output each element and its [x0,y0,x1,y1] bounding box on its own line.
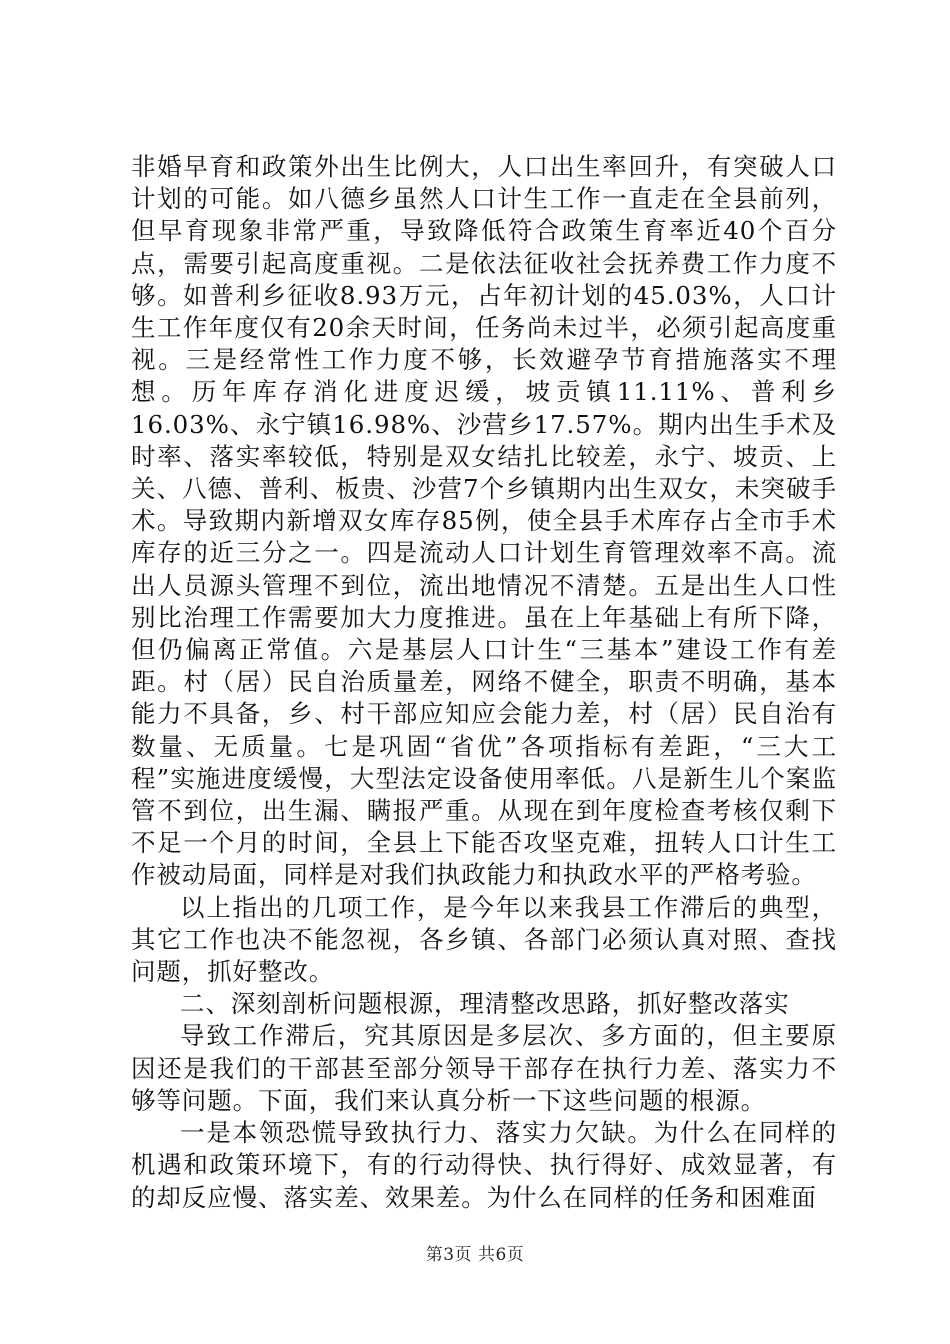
section-heading: 二、深刻剖析问题根源，理清整改思路，抓好整改落实 [180,989,790,1019]
page-footer: 第3页 共6页 [425,1245,525,1265]
paragraph-summary: 以上指出的几项工作，是今年以来我县工作滞后的典型，其它工作也决不能忽视，各乡镇、各部门必须认真对照、查找问题，抓好整改。 [131,892,837,987]
paragraph-point-one: 一是本领恐慌导致执行力、落实力欠缺。为什么在同样的机遇和政策环境下，有的行动得快、执行得好、成效显著，有的却反应慢、落实差、效果差。为什么在同样的任务和困难面 [131,1118,837,1212]
paragraph-continuation: 非婚早育和政策外出生比例大，人口出生率回升，有突破人口计划的可能。如八德乡虽然人口计生工作一直走在全县前列，但早育现象非常严重，导致降低符合政策生育率近40个百分点，需要引起高度重视。二是依法征收社会抚养费工作力度不够。如普利乡征收8.93万元，占年初计划的45.03%，人口计生工作年度仅有20余天时间，任务尚未过半，必须引起高度重视。三是经常性工作力度不够，长效避孕节育措施落实不理想。历年库存消化进度迟缓，坡贡镇11.11%、普利乡16.03%、永宁镇16.98%、沙营乡17.57%。期内出生手术及时率、落实率较低，特别是双女结扎比较差，永宁、坡贡、上关、八德、普利、板贵、沙营7个乡镇期内出生双女，未突破手术。导致期内新增双女库存85例，使全县手术库存占全市手术库存的近三分之一。四是流动人口计划生育管理效率不高。流出人员源头管理不到位，流出地情况不清楚。五是出生人口性别比治理工作需要加大力度推进。虽在上年基础上有所下降，但仍偏离正常值。六是基层人口计生“三基本”建设工作有差距。村（居）民自治质量差，网络不健全，职责不明确，基本能力不具备，乡、村干部应知应会能力差，村（居）民自治有数量、无质量。七是巩固“省优”各项指标有差距，“三大工程”实施进度缓慢，大型法定设备使用率低。八是新生儿个案监管不到位，出生漏、瞒报严重。从现在到年度检查考核仅剩下不足一个月的时间，全县上下能否攻坚克难，扭转人口计生工作被动局面，同样是对我们执政能力和执政水平的严格考验。 [131,152,837,890]
paragraph-analysis: 导致工作滞后，究其原因是多层次、多方面的，但主要原因还是我们的干部甚至部分领导干部存在执行力差、落实力不够等问题。下面，我们来认真分析一下这些问题的根源。 [131,1021,837,1115]
document-body [131,151,837,1214]
